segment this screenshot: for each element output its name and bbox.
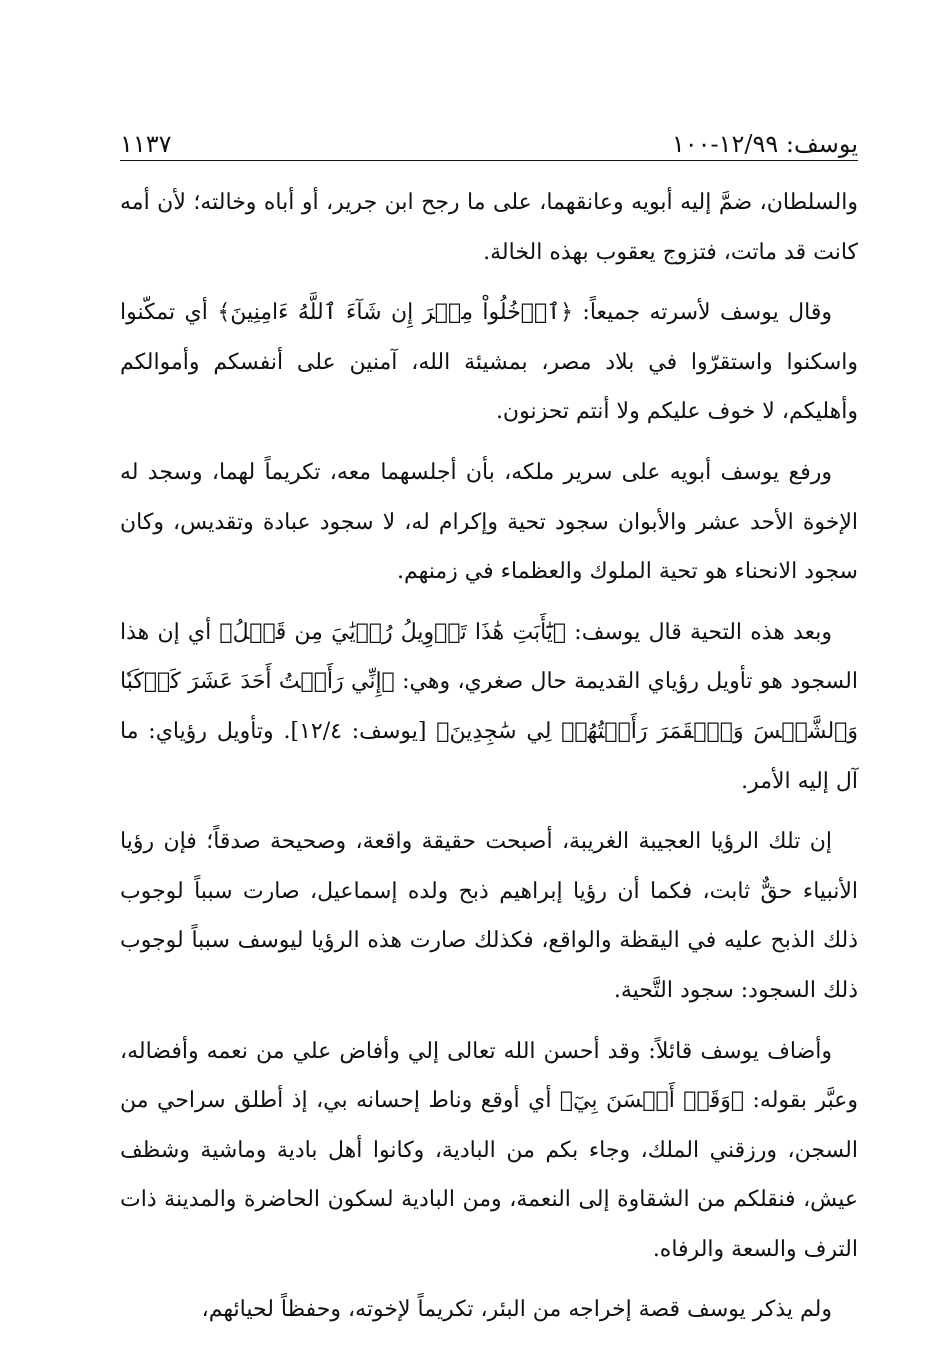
header-divider <box>120 160 858 161</box>
paragraph-text: أي إن هذا السجود هو تأويل رؤياي القديمة حال صغري، وهي: <box>120 619 858 695</box>
paragraph-text: أي أوقع وناط إحسانه بي، إذ أطلق سراحي من السجن، ورزقني الملك، وجاء بكم من البادية، وكانوا أهل بادية وماشية وشظف عيش، فنقلكم من الشقاوة إلى النعمة، ومن البادية لسكون الحاضرة والمدينة ذات الترف والسعة والرفاه. <box>120 1088 858 1262</box>
page-body <box>120 178 858 1346</box>
paragraph-text: ولم يذكر يوسف قصة إخراجه من البئر، تكريماً لإخوته، وحفظاً لحيائهم، <box>201 1297 832 1323</box>
quran-verse: ﴿وَقَدۡ أَحۡسَنَ بِيٓ﴾ <box>559 1088 745 1114</box>
paragraph <box>120 1285 858 1335</box>
page-number: ١١٣٧ <box>120 130 172 158</box>
paragraph-text: إن تلك الرؤيا العجيبة الغريبة، أصبحت حقيقة واقعة، وصحيحة صدقاً؛ فإن رؤيا الأنبياء حقٌّ ثابت، فكما أن رؤيا إبراهيم ذبح ولده إسماعيل، صارت سبباً لوجوب ذلك الذبح عليه في اليقظة والواقع، فكذلك صارت هذه الرؤيا ليوسف سبباً لوجوب ذلك السجود: سجود التَّحية. <box>120 829 858 1003</box>
paragraph-text: أي تمكّنوا واسكنوا واستقرّوا في بلاد مصر، بمشيئة الله، آمنين على أنفسكم وأموالكم وأهليكم، لا خوف عليكم ولا أنتم تحزنون. <box>120 300 858 425</box>
quran-verse: ﴿يَٰٓأَبَتِ هَٰذَا تَأۡوِيلُ رُءۡيَٰيَ مِن قَبۡلُ﴾ <box>219 619 567 645</box>
paragraph-text: [يوسف: ١٢/٤]. وتأويل رؤياي: ما آل إليه الأمر. <box>120 718 858 794</box>
paragraph-text: وقال يوسف لأسرته جميعاً: <box>572 300 832 326</box>
paragraph-text: والسلطان، ضمَّ إليه أبويه وعانقهما، على ما رجح ابن جرير، أو أباه وخالته؛ لأن أمه كانت قد ماتت، فتزوج يعقوب بهذه الخالة. <box>120 190 858 265</box>
paragraph-text: وأضاف يوسف قائلاً: وقد أحسن الله تعالى إلي وأفاض علي من نعمه وأفضاله، وعبَّر بقوله: <box>120 1038 858 1114</box>
paragraph <box>120 288 858 437</box>
paragraph <box>120 1027 858 1275</box>
quran-verse: ﴿ٱدۡخُلُواْ مِصۡرَ إِن شَآءَ ٱللَّهُ ءَامِنِينَ﴾ <box>217 300 573 326</box>
paragraph <box>120 448 858 597</box>
paragraph <box>120 178 858 277</box>
paragraph <box>120 817 858 1015</box>
page-header <box>120 118 858 158</box>
paragraph-text: ورفع يوسف أبويه على سرير ملكه، بأن أجلسهما معه، تكريماً لهما، وسجد له الإخوة الأحد عشر والأبوان سجود تحية وإكرام له، لا سجود عبادة وتقديس، وكان سجود الانحناء هو تحية الملوك والعظماء في زمنهم. <box>120 459 858 585</box>
surah-reference: يوسف: ١٢/٩٩-١٠٠ <box>671 130 858 158</box>
paragraph-text: وبعد هذه التحية قال يوسف: <box>566 619 832 645</box>
paragraph <box>120 608 858 806</box>
quran-verse: ﴿إِنِّي رَأَيۡتُ أَحَدَ عَشَرَ كَوۡكَبٗا وَٱلشَّمۡسَ وَٱلۡقَمَرَ رَأَيۡتُهُمۡ لِي سَٰجِدِينَ﴾ <box>120 669 858 744</box>
